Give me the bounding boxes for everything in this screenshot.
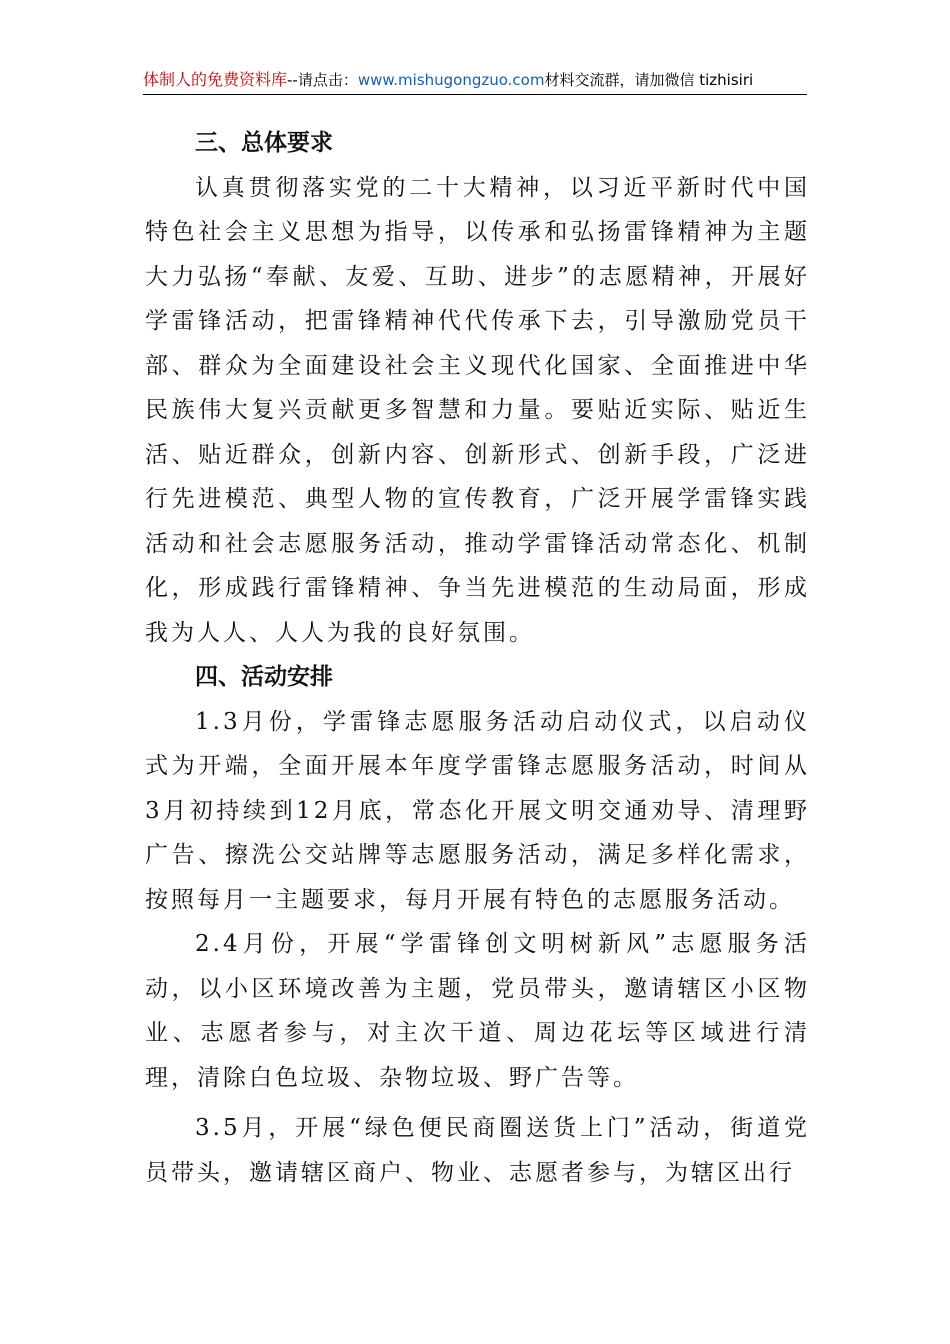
page-header (143, 68, 807, 95)
header-brand: 体制人的免费资料库 (143, 70, 288, 89)
document-body (145, 121, 810, 1195)
header-contact: 材料交流群，请加微信 tizhisiri (544, 71, 754, 89)
section-heading-activity-arrangement: 四、活动安排 (195, 664, 333, 690)
paragraph-activity-april: 2.4月份，开展“学雷锋创文明树新风”志愿服务活动，以小区环境改善为主题，党员带头，邀请辖区小区物业、志愿者参与，对主次干道、周边花坛等区域进行清理，清除白色垃圾、杂物垃圾、野广告等。 (145, 931, 810, 1091)
header-link[interactable]: www.mishugongzuo.com (357, 71, 545, 89)
paragraph-overall-requirements: 认真贯彻落实党的二十大精神，以习近平新时代中国特色社会主义思想为指导，以传承和弘扬雷锋精神为主题大力弘扬“奉献、友爱、互助、进步”的志愿精神，开展好学雷锋活动，把雷锋精神代代传承下去，引导激励党员干部、群众为全面建设社会主义现代化国家、全面推进中华民族伟大复兴贡献更多智慧和力量。要贴近实际、贴近生活、贴近群众，创新内容、创新形式、创新手段，广泛进行先进模范、典型人物的宣传教育，广泛开展学雷锋实践活动和社会志愿服务活动，推动学雷锋活动常态化、机制化，形成践行雷锋精神、争当先进模范的生动局面，形成我为人人、人人为我的良好氛围。 (145, 174, 810, 646)
section-heading-overall-requirements: 三、总体要求 (195, 130, 333, 156)
paragraph-activity-march: 1.3月份，学雷锋志愿服务活动启动仪式，以启动仪式为开端，全面开展本年度学雷锋志愿服务活动，时间从3月初持续到12月底，常态化开展文明交通劝导、清理野广告、擦洗公交站牌等志愿服务活动，满足多样化需求，按照每月一主题要求，每月开展有特色的志愿服务活动。 (145, 708, 810, 913)
paragraph-activity-may: 3.5月，开展“绿色便民商圈送货上门”活动，街道党员带头，邀请辖区商户、物业、志愿者参与，为辖区出行 (145, 1115, 810, 1186)
header-separator: --请点击： (287, 71, 358, 89)
